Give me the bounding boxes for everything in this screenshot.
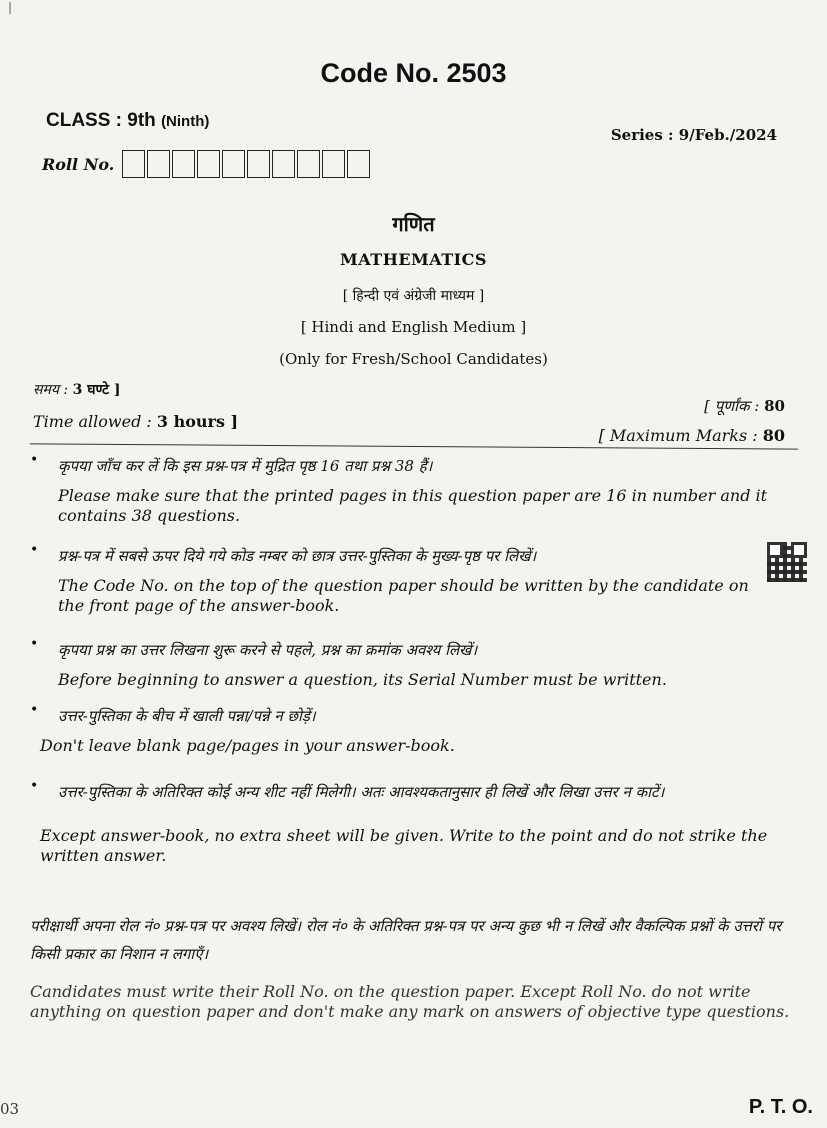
pto-label: P. T. O. <box>748 1096 813 1118</box>
candidates-note: (Only for Fresh/School Candidates) <box>279 350 548 368</box>
instruction-hindi: उत्तर-पुस्तिका के अतिरिक्त कोई अन्य शीट नहीं मिलेगी। अतः आवश्यकतानुसार ही लिखें और लिखा उत्तर न काटें। <box>58 783 665 801</box>
instruction-3 <box>30 636 800 690</box>
time-english-value: 3 hours ] <box>156 412 239 431</box>
bullet: • <box>30 636 39 652</box>
marks-hindi-value: 80 <box>764 397 785 415</box>
instruction-1 <box>30 452 800 526</box>
time-hindi-value: 3 घण्टे ] <box>72 382 121 398</box>
roll-box[interactable] <box>322 150 345 178</box>
bullet: • <box>30 702 39 718</box>
time-hindi-label: समय : <box>33 382 73 398</box>
medium-hindi: [ हिन्दी एवं अंग्रेजी माध्यम ] <box>342 288 485 304</box>
instruction-english: Before beginning to answer a question, its Serial Number must be written. <box>58 670 667 689</box>
roll-box[interactable] <box>222 150 245 178</box>
page-mark: | <box>8 0 13 14</box>
page-code: 03 <box>0 1100 20 1118</box>
instruction-hindi: प्रश्न-पत्र में सबसे ऊपर दिये गये कोड नम्बर को छात्र उत्तर-पुस्तिका के मुख्य-पृष्ठ पर लिखें। <box>58 547 537 565</box>
roll-label: Roll No. <box>42 154 115 174</box>
roll-box[interactable] <box>147 150 170 178</box>
time-english <box>33 412 238 431</box>
medium-english: [ Hindi and English Medium ] <box>300 318 527 336</box>
bullet: • <box>30 778 39 794</box>
code-number: Code No. 2503 <box>320 58 507 88</box>
instruction-hindi: कृपया जाँच कर लें कि इस प्रश्न-पत्र में मुद्रित पृष्ठ 16 तथा प्रश्न 38 हैं। <box>58 457 433 475</box>
instruction-hindi: उत्तर-पुस्तिका के बीच में खाली पन्ना/पन्ने न छोड़ें। <box>58 707 316 725</box>
qr-code-icon <box>767 542 807 582</box>
marks-english-label: [ Maximum Marks : <box>598 426 763 445</box>
roll-box[interactable] <box>272 150 295 178</box>
roll-box[interactable] <box>197 150 220 178</box>
instruction-6 <box>30 912 800 1022</box>
bullet: • <box>30 452 39 468</box>
roll-box[interactable] <box>247 150 270 178</box>
roll-box[interactable] <box>122 150 145 178</box>
instruction-hindi: परीक्षार्थी अपना रोल नं० प्रश्न-पत्र पर अवश्य लिखें। रोल नं० के अतिरिक्त प्रश्न-पत्र पर अन्य कुछ भी न लिखें और वैकल्पिक प्रश्नों के उत्तरों पर किसी प्रकार का निशान न लगाएँ। <box>30 917 782 963</box>
marks-english-value: 80 <box>762 426 785 445</box>
marks-hindi <box>704 396 785 416</box>
roll-box[interactable] <box>172 150 195 178</box>
instruction-5 <box>30 778 800 866</box>
class-sub: (Ninth) <box>161 113 210 130</box>
class-value: CLASS : 9th <box>46 110 156 131</box>
time-hindi <box>33 380 121 399</box>
roll-box[interactable] <box>297 150 320 178</box>
instruction-english: Except answer-book, no extra sheet will be given. Write to the point and do not strike the written answer. <box>40 826 768 865</box>
bullet: • <box>30 542 39 558</box>
subject-english: MATHEMATICS <box>340 250 487 269</box>
roll-number-boxes[interactable] <box>122 150 372 178</box>
instruction-hindi: कृपया प्रश्न का उत्तर लिखना शुरू करने से पहले, प्रश्न का क्रमांक अवश्य लिखें। <box>58 641 478 659</box>
instruction-english: Candidates must write their Roll No. on the question paper. Except Roll No. do not write anything on question paper and don't make any mark on answers of objective type questions. <box>30 982 790 1021</box>
time-english-label: Time allowed : <box>33 412 157 431</box>
marks-hindi-label: [ पूर्णांक : <box>704 397 765 415</box>
roll-box[interactable] <box>347 150 370 178</box>
instruction-2 <box>30 542 760 616</box>
subject-hindi: गणित <box>392 212 435 236</box>
marks-english <box>599 426 785 445</box>
instruction-4 <box>30 702 800 756</box>
instruction-english: Don't leave blank page/pages in your answer-book. <box>40 736 455 755</box>
roll-number-row <box>42 150 372 178</box>
instruction-english: The Code No. on the top of the question paper should be written by the candidate on the front page of the answer-book. <box>58 576 749 615</box>
class-label <box>46 110 209 132</box>
series-label: Series : 9/Feb./2024 <box>610 126 777 144</box>
instruction-english: Please make sure that the printed pages in this question paper are 16 in number and it contains 38 questions. <box>58 486 768 525</box>
